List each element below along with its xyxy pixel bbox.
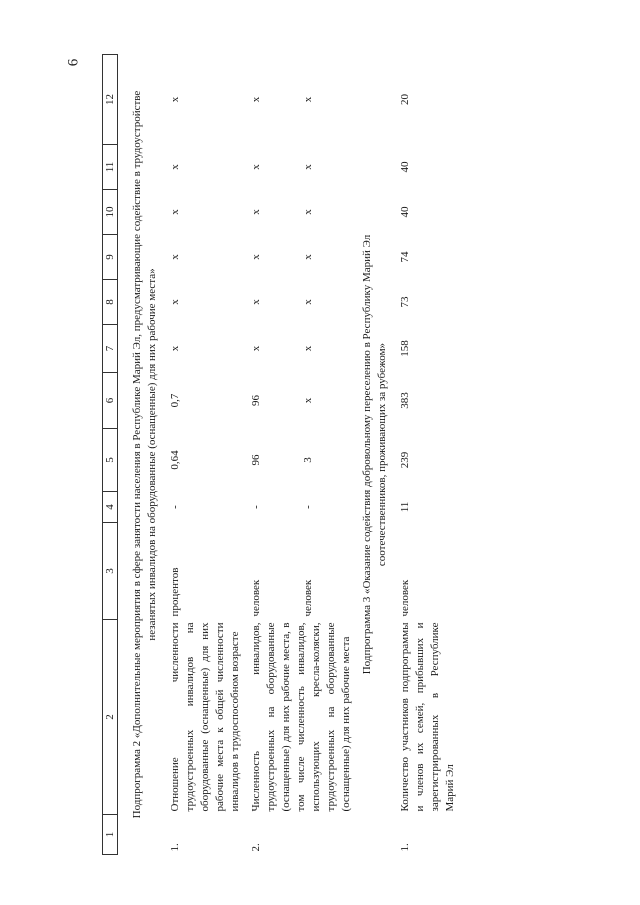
col-header: 6	[103, 373, 118, 429]
indicator-name: Количество участников подпрограммы и членов их семей, прибывших и зарегистрированных в Республике Марий Эл	[399, 622, 456, 812]
value-cell: 74	[399, 251, 411, 263]
unit-cell: процентов	[169, 567, 181, 617]
value-cell: x	[169, 209, 181, 215]
col-header: 5	[103, 429, 118, 492]
rotated-table-page	[102, 55, 507, 855]
value-cell: 96	[250, 454, 262, 466]
value-cell: 3	[302, 457, 314, 463]
col-header: 4	[103, 492, 118, 523]
section-title-row	[118, 55, 169, 855]
col-header: 2	[103, 620, 118, 815]
unit-cell: человек	[302, 579, 314, 617]
page-number: 6	[65, 58, 82, 67]
value-cell: x	[169, 254, 181, 260]
value-cell: 0,64	[169, 450, 181, 470]
value-cell: x	[302, 299, 314, 305]
col-header: 12	[103, 55, 118, 145]
value-cell: 40	[399, 161, 411, 173]
col-header: 10	[103, 190, 118, 235]
indicator-name: Численность инвалидов, трудоустроенных на оборудованные (оснащенные) для них рабочие места, в том числе численность инвалидов, использующих кресла-коляски, трудоустроенных на оборудованные (оснащенные) для них рабочие места	[250, 622, 352, 812]
value-cell: x	[169, 299, 181, 305]
section-title: Подпрограмма 3 «Оказание содействия добровольному переселению в Республику Марий Эл соотечественников, проживающих за рубежом»	[361, 234, 388, 675]
value-cell: x	[169, 96, 181, 103]
value-cell: x	[302, 254, 314, 260]
indicators-table	[102, 54, 458, 855]
indicator-name: Отношение численности трудоустроенных инвалидов на оборудованные (оснащенные) для них рабочие места к общей численности инвалидов в трудоспособном возрасте	[169, 622, 241, 812]
col-header: 1	[103, 815, 118, 855]
value-cell: x	[302, 345, 314, 352]
col-header: 3	[103, 523, 118, 620]
value-cell: x	[250, 96, 262, 103]
section-title: Подпрограмма 2 «Дополнительные мероприятия в сфере занятости населения в Республике Марий Эл, предусматривающие содействие в трудоустройстве незанятых инвалидов на оборудованные (оснащенные) для них рабочие места»	[131, 90, 158, 819]
col-header: 7	[103, 325, 118, 373]
value-cell: 239	[399, 451, 411, 469]
value-cell: x	[250, 299, 262, 305]
value-cell: 40	[399, 206, 411, 218]
value-cell: 20	[399, 94, 411, 105]
col-header: 11	[103, 145, 118, 190]
table-row	[398, 55, 458, 855]
value-cell: x	[169, 164, 181, 170]
value-cell: 11	[399, 501, 411, 513]
value-cell: x	[250, 209, 262, 215]
value-cell: 158	[399, 340, 411, 357]
value-cell: 96	[250, 395, 262, 406]
value-cell: x	[250, 345, 262, 352]
header-row	[103, 55, 118, 855]
value-cell: x	[250, 254, 262, 260]
unit-cell: человек	[250, 579, 262, 617]
value-cell: 0,7	[169, 393, 181, 408]
value-cell: x	[250, 164, 262, 170]
value-cell: 73	[399, 296, 411, 308]
row-number: 1.	[399, 843, 411, 852]
value-cell: -	[302, 505, 314, 509]
value-cell: x	[169, 345, 181, 352]
value-cell: x	[302, 397, 314, 404]
value-cell: -	[169, 505, 181, 509]
col-header: 8	[103, 280, 118, 325]
value-cell: -	[250, 505, 262, 509]
value-cell: x	[302, 164, 314, 170]
row-number: 1.	[169, 843, 181, 852]
table-row	[249, 55, 301, 855]
value-cell: 383	[399, 392, 411, 409]
value-cell: x	[302, 96, 314, 103]
unit-cell: человек	[399, 579, 411, 617]
row-number: 2.	[250, 843, 262, 852]
value-cell: x	[302, 209, 314, 215]
section-title-row	[354, 55, 398, 855]
col-header: 9	[103, 235, 118, 280]
table-row	[168, 55, 243, 855]
